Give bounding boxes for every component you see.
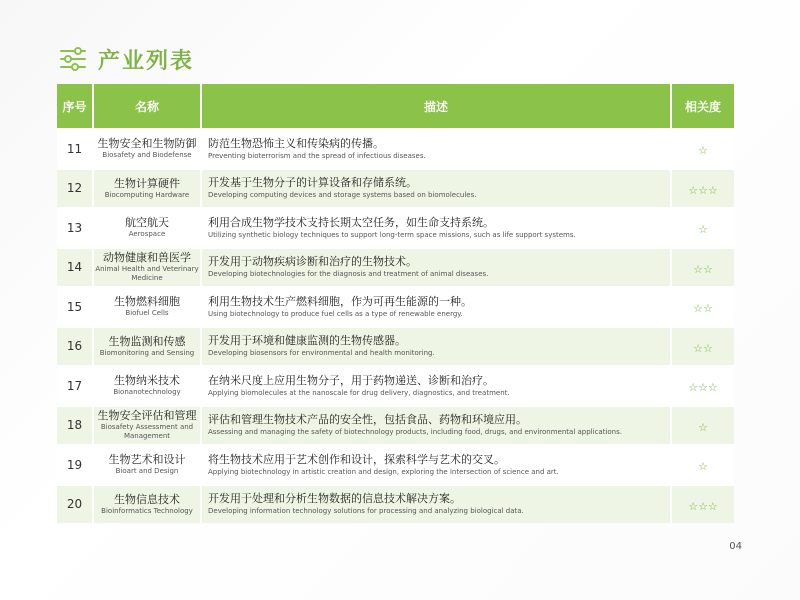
description-en: Developing biosensors for environmental and health monitoring. (208, 349, 435, 358)
description-en: Developing computing devices and storage systems based on biomolecules. (208, 191, 477, 200)
industry-name-zh: 生物艺术和设计 (108, 453, 186, 467)
row-number: 13 (57, 208, 93, 248)
star-rating-icon: ☆☆☆ (688, 381, 718, 395)
description-zh: 评估和管理生物技术产品的安全性，包括食品、药物和环境应用。 (208, 413, 527, 427)
industry-name-en: Biomonitoring and Sensing (99, 348, 195, 357)
description-cell (201, 169, 671, 209)
row-number: 14 (57, 248, 93, 288)
industry-name-zh: 生物安全和生物防御 (97, 137, 197, 151)
industry-name-zh: 生物纳米技术 (114, 374, 180, 388)
description-en: Using biotechnology to produce fuel cells as a type of renewable energy. (208, 309, 463, 318)
industry-table (57, 84, 734, 523)
industry-name-cell (93, 327, 201, 367)
title-area (58, 42, 194, 76)
header-description: 描述 (201, 84, 671, 129)
row-number: 11 (57, 129, 93, 169)
relevance-cell (671, 366, 734, 406)
industry-name-cell (93, 169, 201, 209)
star-rating-icon: ☆☆ (693, 262, 713, 276)
row-number: 12 (57, 169, 93, 209)
industry-name-cell (93, 485, 201, 524)
description-cell (201, 485, 671, 524)
industry-name-en: Biosafety Assessment and Management (100, 423, 194, 441)
industry-name-zh: 生物监测和传感 (108, 334, 186, 348)
relevance-cell (671, 287, 734, 327)
industry-name-cell (93, 208, 201, 248)
header-name: 名称 (93, 84, 201, 129)
industry-name-en: Bionanotechnology (113, 388, 181, 397)
row-number: 19 (57, 445, 93, 485)
page-number: 04 (729, 541, 742, 552)
header-num: 序号 (57, 84, 93, 129)
table-row (57, 169, 734, 209)
description-cell (201, 287, 671, 327)
row-number: 20 (57, 485, 93, 524)
description-zh: 开发用于动物疾病诊断和治疗的生物技术。 (208, 255, 417, 269)
description-cell (201, 208, 671, 248)
industry-name-cell (93, 129, 201, 169)
star-rating-icon: ☆☆ (693, 302, 713, 316)
relevance-cell (671, 248, 734, 288)
description-en: Applying biotechnology in artistic creation and design, exploring the intersection of science and art. (208, 467, 559, 476)
description-cell (201, 406, 671, 446)
description-cell (201, 248, 671, 288)
sliders-icon (58, 44, 88, 74)
table-row (57, 406, 734, 446)
table-row (57, 248, 734, 288)
industry-name-zh: 航空航天 (125, 216, 169, 230)
description-zh: 开发用于处理和分析生物数据的信息技术解决方案。 (208, 492, 461, 506)
description-zh: 开发基于生物分子的计算设备和存储系统。 (208, 176, 417, 190)
industry-name-cell (93, 445, 201, 485)
industry-name-cell (93, 287, 201, 327)
relevance-cell (671, 485, 734, 524)
star-rating-icon: ☆☆ (693, 341, 713, 355)
industry-name-zh: 生物燃料细胞 (114, 295, 180, 309)
description-cell (201, 129, 671, 169)
star-rating-icon: ☆☆☆ (688, 183, 718, 197)
star-rating-icon: ☆☆☆ (688, 499, 718, 513)
description-en: Utilizing synthetic biology techniques to support long-term space missions, such as life support systems. (208, 230, 576, 239)
table-row (57, 287, 734, 327)
industry-name-cell (93, 366, 201, 406)
row-number: 15 (57, 287, 93, 327)
description-en: Preventing bioterrorism and the spread of infectious diseases. (208, 151, 426, 160)
relevance-cell (671, 129, 734, 169)
table-row (57, 327, 734, 367)
table-row (57, 366, 734, 406)
description-cell (201, 445, 671, 485)
star-rating-icon: ☆ (698, 223, 708, 237)
row-number: 18 (57, 406, 93, 446)
description-zh: 利用合成生物学技术支持长期太空任务，如生命支持系统。 (208, 215, 494, 229)
star-rating-icon: ☆ (698, 420, 708, 434)
table-row (57, 208, 734, 248)
description-zh: 利用生物技术生产燃料细胞，作为可再生能源的一种。 (208, 294, 472, 308)
description-zh: 防范生物恐怖主义和传染病的传播。 (208, 136, 384, 150)
description-zh: 开发用于环境和健康监测的生物传感器。 (208, 334, 406, 348)
relevance-cell (671, 406, 734, 446)
relevance-cell (671, 169, 734, 209)
table-row (57, 485, 734, 524)
description-en: Developing biotechnologies for the diagnosis and treatment of animal diseases. (208, 270, 489, 279)
industry-name-en: Animal Health and Veterinary Medicine (95, 265, 199, 283)
table-body (57, 129, 734, 523)
industry-name-en: Aerospace (128, 230, 166, 239)
industry-name-en: Biocomputing Hardware (104, 190, 190, 199)
industry-name-cell (93, 406, 201, 446)
industry-name-zh: 动物健康和兽医学 (103, 251, 191, 265)
relevance-cell (671, 327, 734, 367)
relevance-cell (671, 208, 734, 248)
row-number: 16 (57, 327, 93, 367)
description-zh: 将生物技术应用于艺术创作和设计，探索科学与艺术的交叉。 (208, 452, 505, 466)
industry-name-zh: 生物信息技术 (114, 492, 180, 506)
description-cell (201, 327, 671, 367)
industry-name-zh: 生物安全评估和管理 (97, 409, 197, 423)
star-rating-icon: ☆ (698, 144, 708, 158)
star-rating-icon: ☆ (698, 460, 708, 474)
description-en: Assessing and managing the safety of biotechnology products, including food, drugs, and environmental applications. (208, 428, 622, 437)
industry-name-en: Biofuel Cells (125, 309, 169, 318)
description-cell (201, 366, 671, 406)
industry-name-zh: 生物计算硬件 (114, 176, 180, 190)
table-row (57, 129, 734, 169)
row-number: 17 (57, 366, 93, 406)
industry-name-cell (93, 248, 201, 288)
page-title: 产业列表 (98, 48, 195, 74)
description-en: Developing information technology solutions for processing and analyzing biological data. (208, 507, 524, 516)
description-en: Applying biomolecules at the nanoscale for drug delivery, diagnostics, and treatment. (208, 388, 510, 397)
industry-name-en: Bioart and Design (115, 467, 179, 476)
table-header-row (57, 84, 734, 129)
description-zh: 在纳米尺度上应用生物分子，用于药物递送、诊断和治疗。 (208, 373, 494, 387)
industry-name-en: Bioinformatics Technology (101, 506, 193, 515)
industry-name-en: Biosafety and Biodefense (102, 151, 192, 160)
table-row (57, 445, 734, 485)
relevance-cell (671, 445, 734, 485)
header-relevance: 相关度 (671, 84, 734, 129)
